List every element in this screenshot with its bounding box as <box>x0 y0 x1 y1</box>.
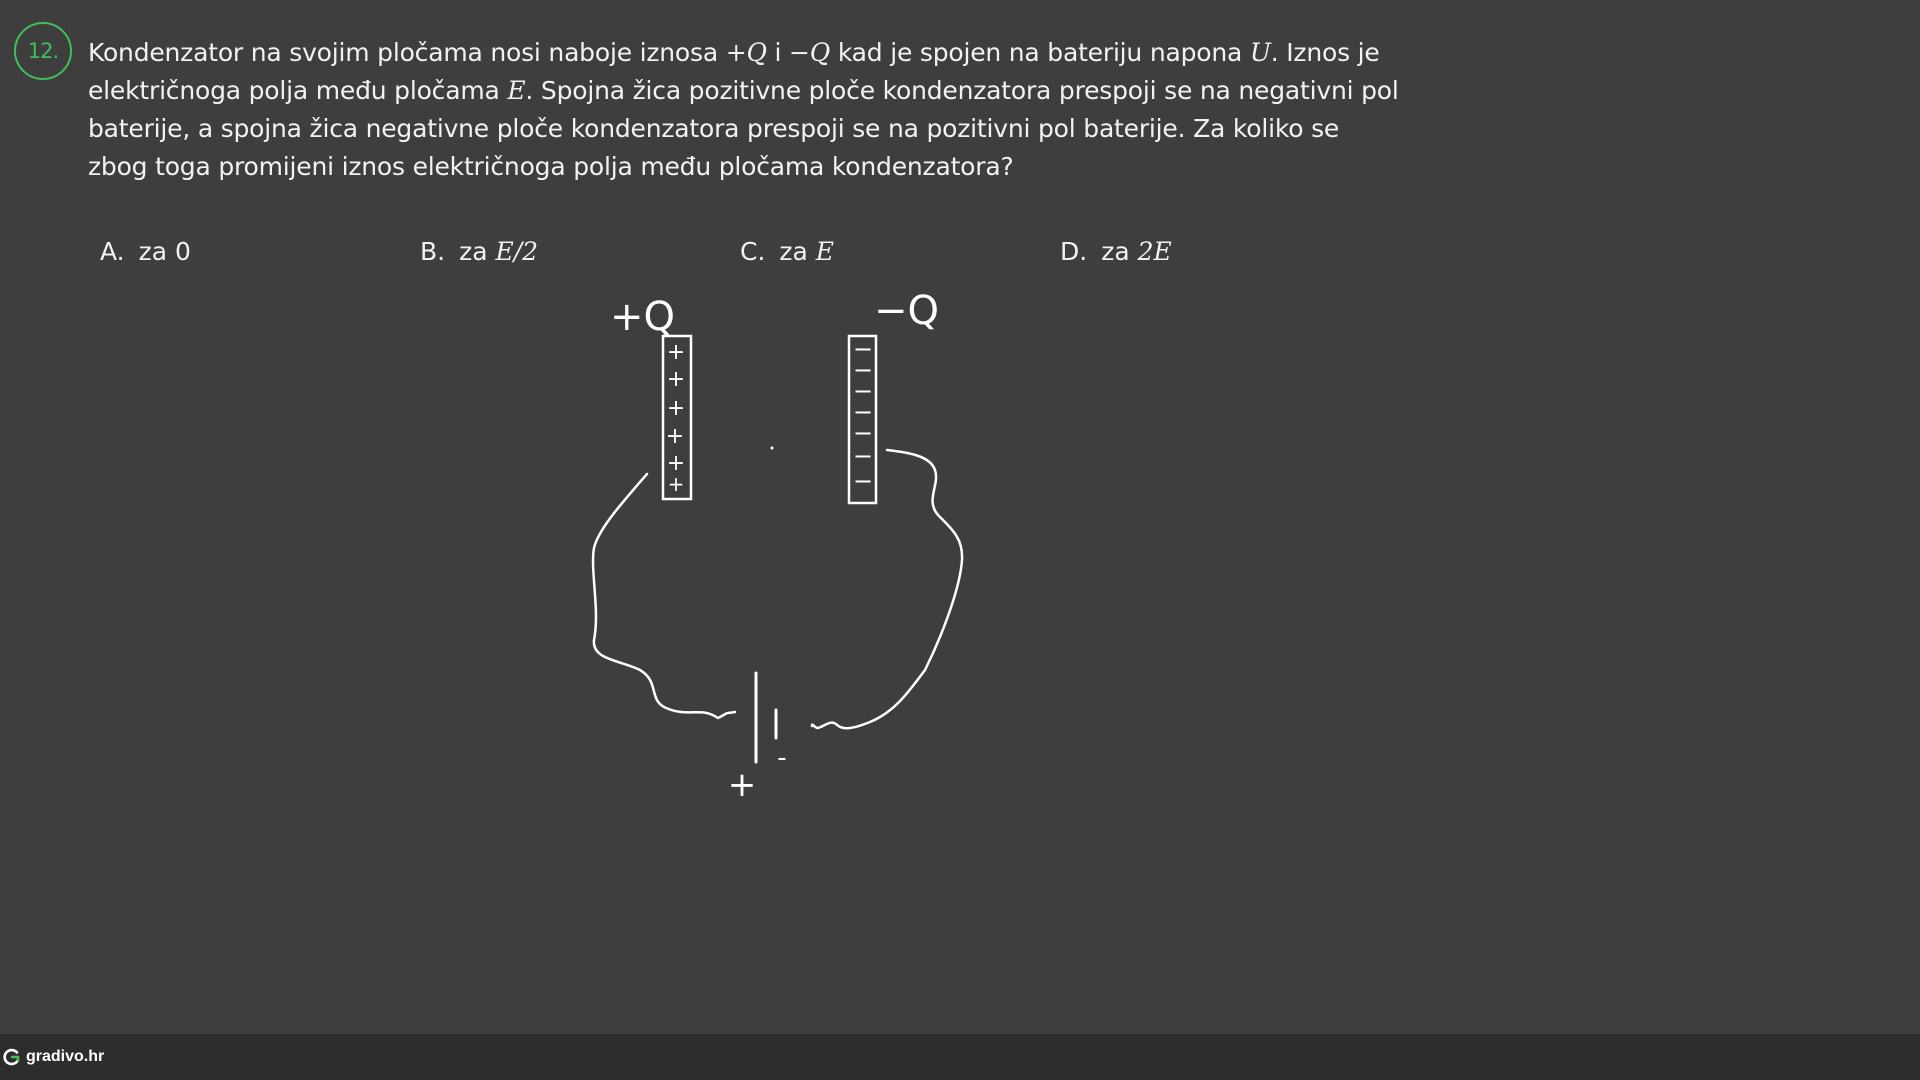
question-text <box>88 34 1399 186</box>
left-plate-label: +Q <box>610 294 675 340</box>
minus-charge: − <box>852 419 874 447</box>
answer-prefix: za <box>779 237 816 266</box>
answer-letter: C. <box>740 237 766 266</box>
stray-dot <box>771 447 774 450</box>
negative-charges <box>853 335 873 495</box>
gradivo-logo-icon <box>2 1047 22 1067</box>
brand-logo[interactable] <box>2 1044 104 1070</box>
answer-value: 2E <box>1137 237 1172 266</box>
positive-charges <box>666 340 685 496</box>
right-wire <box>812 450 962 728</box>
minus-charge: − <box>852 377 874 405</box>
minus-charge: − <box>852 335 874 363</box>
answer-value: E/2 <box>495 237 539 266</box>
answer-options <box>0 237 1920 277</box>
answer-letter: A. <box>100 237 125 266</box>
brand-name: gradivo.hr <box>26 1048 105 1065</box>
plus-charge: + <box>666 340 686 365</box>
question-line-2: električnoga polja među pločama E. Spojna žica pozitivne ploče kondenzatora prespoji se na negativni pol <box>88 76 1399 105</box>
question-line-1: Kondenzator na svojim pločama nosi naboje iznosa +Q i −Q kad je spojen na bateriju napona U. Iznos je <box>88 38 1380 67</box>
positive-plate <box>663 336 691 499</box>
plus-charge: + <box>667 472 685 496</box>
question-line-4: zbog toga promijeni iznos električnoga polja među pločama kondenzatora? <box>88 152 1014 181</box>
answer-option-c[interactable] <box>740 237 834 266</box>
plus-charge: + <box>666 451 686 476</box>
footer-bar <box>0 1034 1920 1080</box>
plus-charge: + <box>666 396 686 421</box>
minus-charge: − <box>852 442 874 470</box>
answer-value: 0 <box>175 237 191 266</box>
answer-option-d[interactable] <box>1060 237 1172 266</box>
negative-plate <box>849 336 876 503</box>
answer-option-a[interactable] <box>100 237 191 266</box>
battery-minus-label: - <box>777 743 787 773</box>
answer-letter: B. <box>420 237 446 266</box>
left-wire <box>593 474 735 718</box>
question-number-badge <box>14 22 72 80</box>
minus-charge: − <box>852 467 874 495</box>
plus-charge: + <box>666 367 686 392</box>
battery-plus-label: + <box>727 765 757 805</box>
answer-prefix: za <box>459 237 496 266</box>
question-line-3: baterije, a spojna žica negativne ploče kondenzatora prespoji se na pozitivni pol baterije. Za koliko se <box>88 114 1340 143</box>
answer-prefix: za <box>1101 237 1138 266</box>
question-number: 12. <box>27 39 59 63</box>
right-plate-label: −Q <box>874 288 939 334</box>
answer-option-b[interactable] <box>420 237 538 266</box>
answer-prefix: za <box>138 237 175 266</box>
answer-letter: D. <box>1060 237 1088 266</box>
answer-value: E <box>815 237 835 266</box>
minus-charge: − <box>852 356 874 384</box>
minus-charge: − <box>852 398 874 426</box>
plus-charge: + <box>665 424 685 449</box>
